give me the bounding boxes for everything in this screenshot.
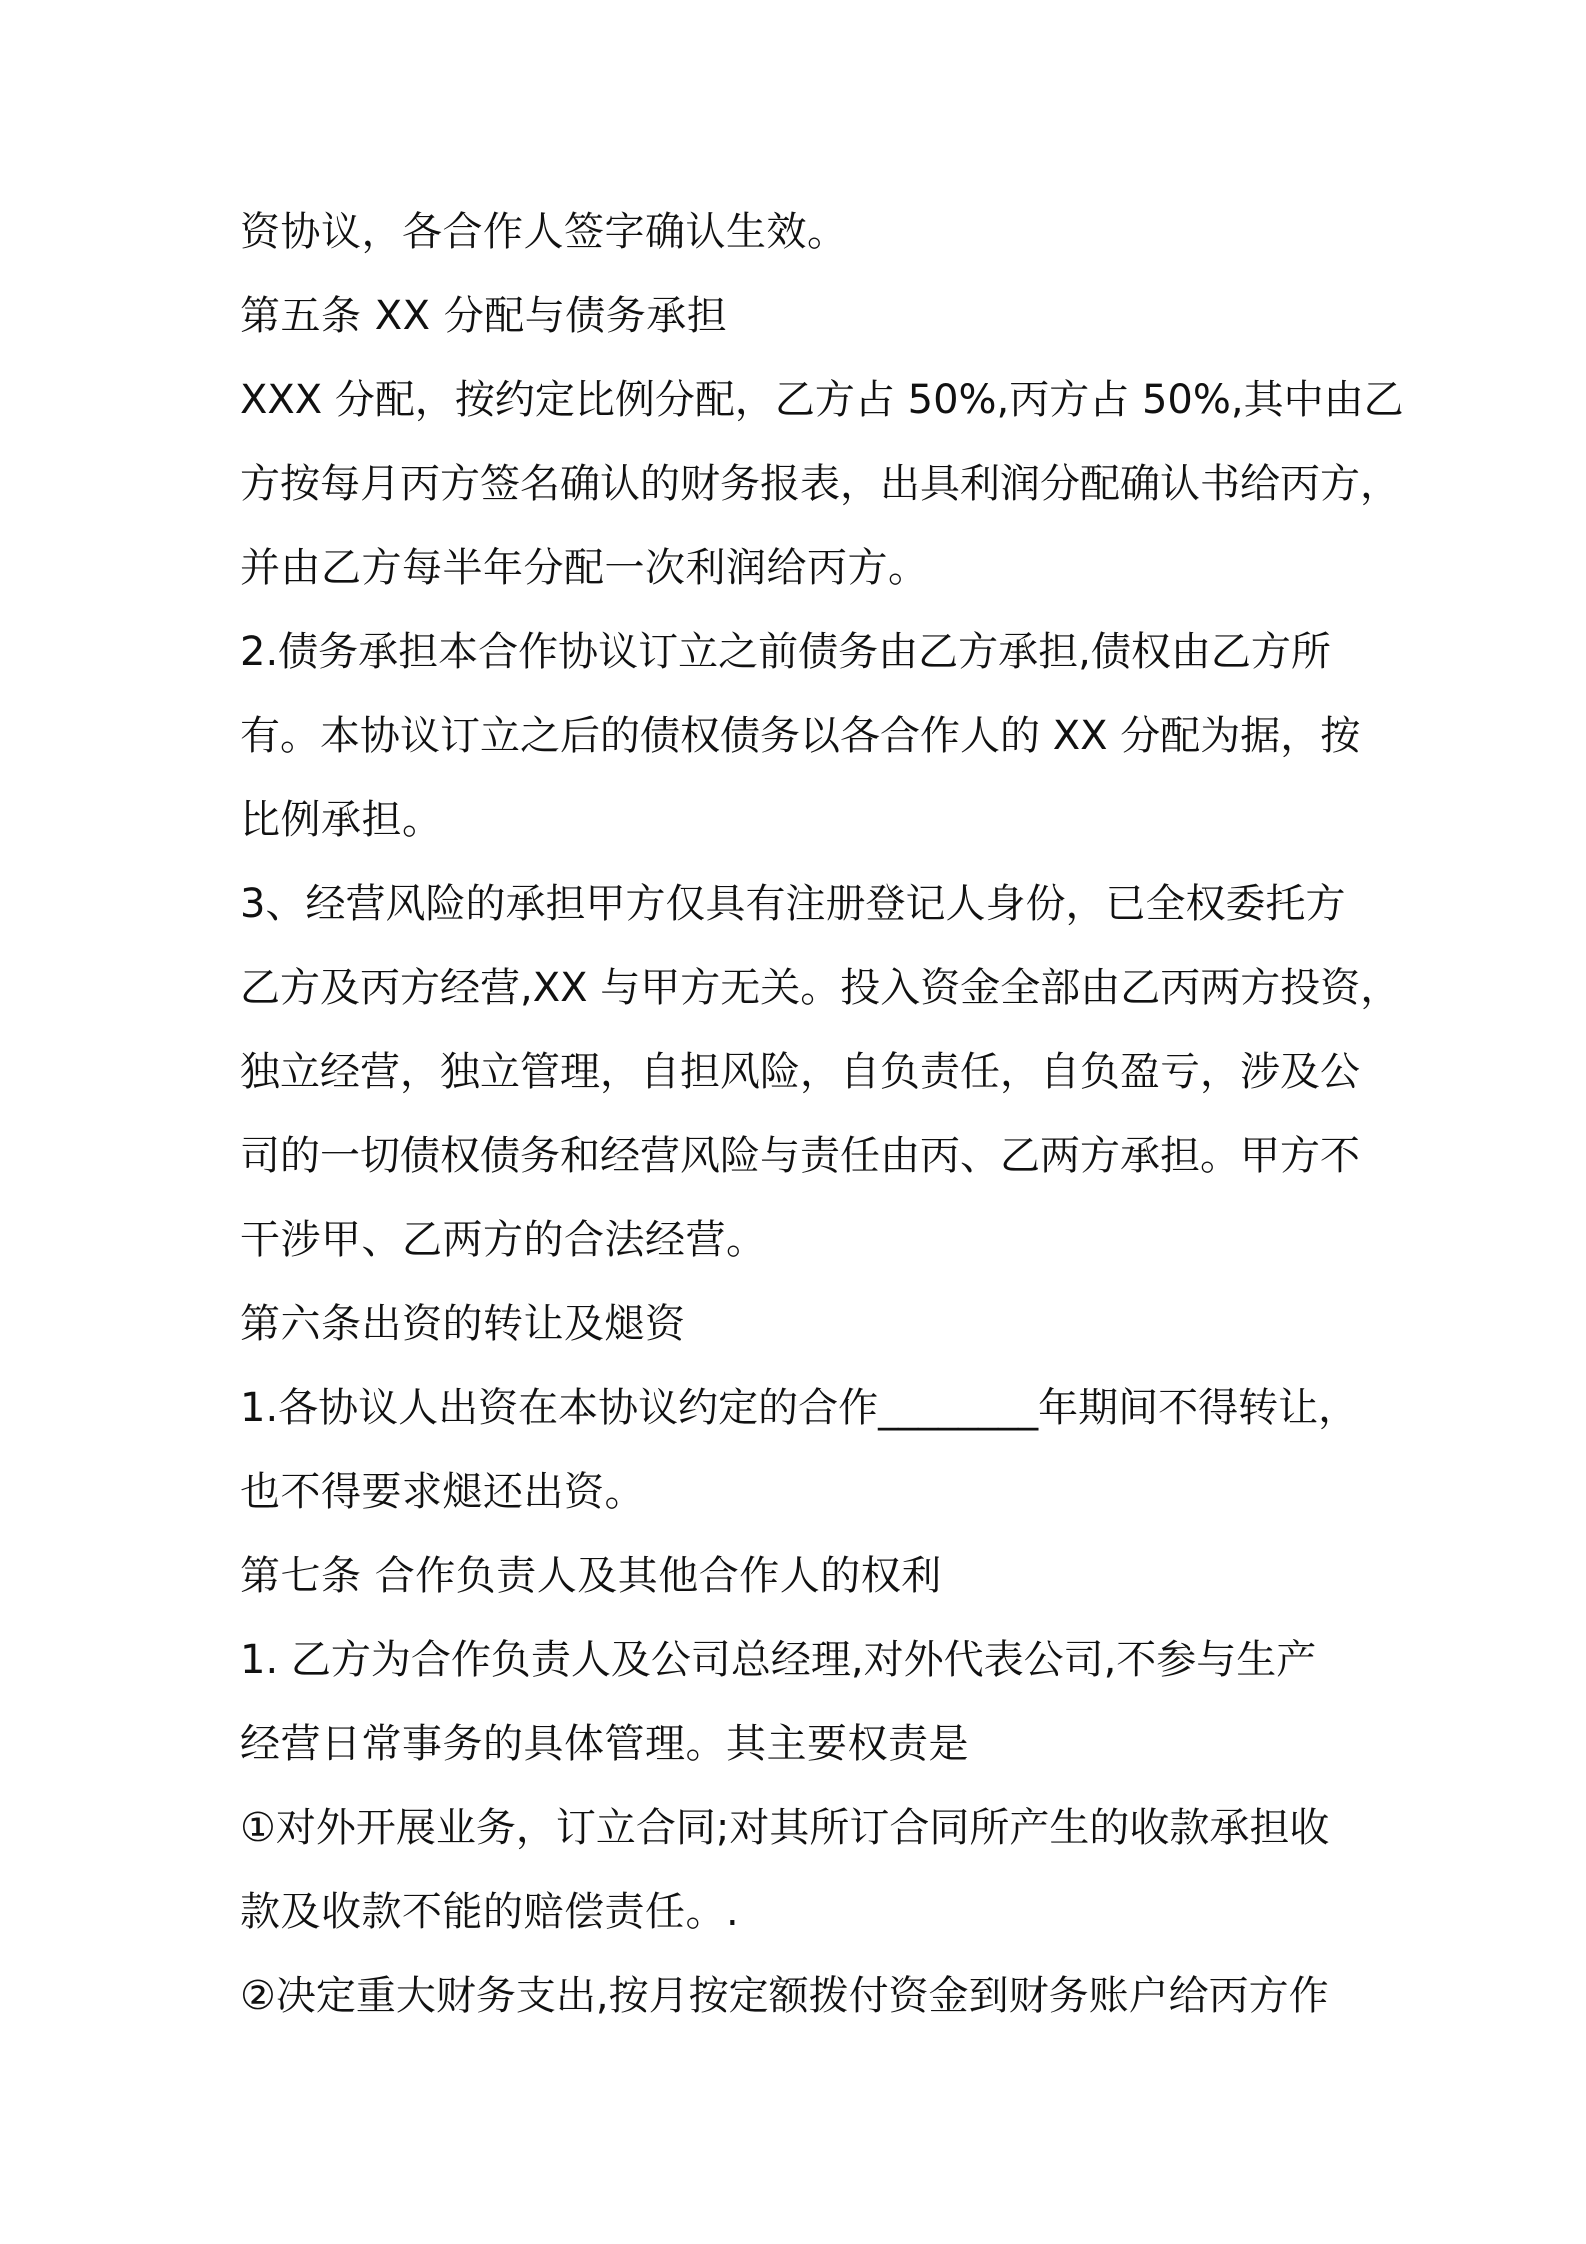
article-6-heading: 第六条出资的转让及煺资 [240, 1301, 686, 1347]
text-line-16: 也不得要求煺还出资。 [240, 1469, 645, 1515]
document-body [240, 190, 1404, 2038]
text-line-4: 方按每月丙方签名确认的财务报表，出具利润分配确认书给丙方， [240, 461, 1400, 507]
text-line-7: 有。本协议订立之后的债权债务以各合作人的 XX 分配为据，按 [240, 713, 1361, 759]
text-line-13: 干涉甲、乙两方的合法经营。 [240, 1217, 767, 1263]
text-line-3: XXX 分配，按约定比例分配，乙方占 50%,丙方占 50%,其中由乙 [240, 377, 1404, 423]
text-line-5: 并由乙方每半年分配一次利润给丙方。 [240, 545, 929, 591]
article-5-heading: 第五条 XX 分配与债务承担 [240, 293, 728, 339]
text-line-11: 独立经营，独立管理，自担风险，自负责任，自负盈亏，涉及公 [240, 1049, 1360, 1095]
text-line-18: 1. 乙方为合作负责人及公司总经理,对外代表公司,不参与生产 [240, 1637, 1317, 1683]
text-line-12: 司的一切债权债务和经营风险与责任由丙、乙两方承担。甲方不 [240, 1133, 1360, 1179]
text-line-15: 1.各协议人出资在本协议约定的合作________年期间不得转让， [240, 1385, 1359, 1431]
text-line-6: 2.债务承担本合作协议订立之前债务由乙方承担,债权由乙方所 [240, 629, 1331, 675]
text-line-8: 比例承担。 [240, 797, 443, 843]
text-line-20: ①对外开展业务，订立合同;对其所订合同所产生的收款承担收 [240, 1805, 1330, 1851]
text-line-22: ②决定重大财务支出,按月按定额拨付资金到财务账户给丙方作 [240, 1973, 1329, 2019]
article-7-heading: 第七条 合作负责人及其他合作人的权利 [240, 1553, 942, 1599]
text-line-19: 经营日常事务的具体管理。其主要权责是 [240, 1721, 969, 1767]
text-line-10: 乙方及丙方经营,XX 与甲方无关。投入资金全部由乙丙两方投资， [240, 965, 1401, 1011]
text-line-1: 资协议，各合作人签字确认生效。 [240, 209, 848, 255]
text-line-9: 3、经营风险的承担甲方仅具有注册登记人身份，已全权委托方 [240, 881, 1346, 927]
text-line-21: 款及收款不能的赔偿责任。. [240, 1889, 740, 1935]
